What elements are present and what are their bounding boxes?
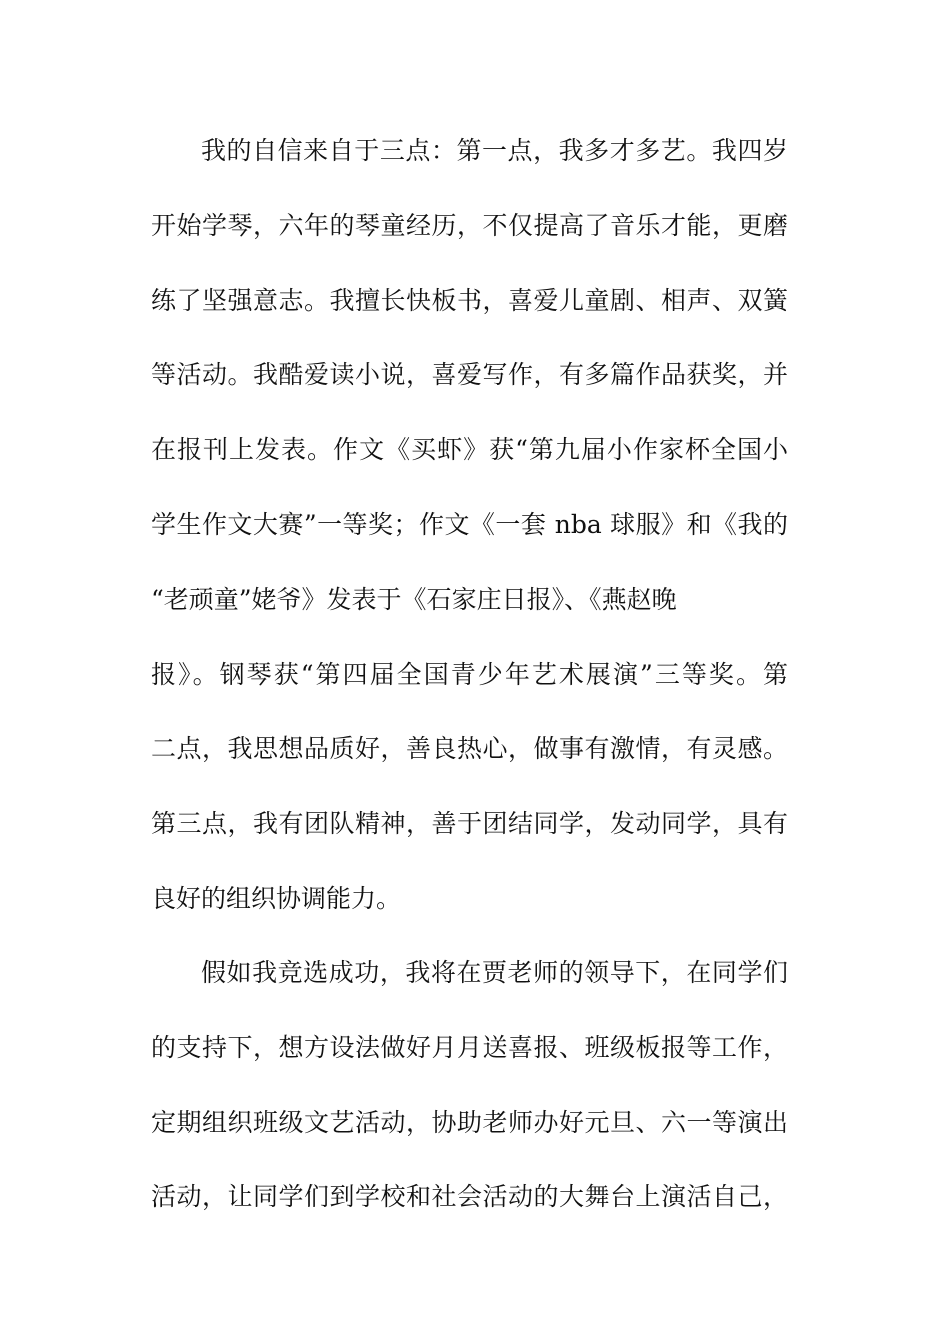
text-line: 学生作文大赛”一等奖；作文《一套 nba 球服》和《我的 [151, 509, 788, 539]
text-line: 二点，我思想品质好，善良热心，做事有激情，有灵感。 [151, 734, 788, 764]
text-line: 良好的组织协调能力。 [151, 883, 402, 913]
text-line: 的支持下，想方设法做好月月送喜报、班级板报等工作， [151, 1032, 788, 1062]
text-line: “老顽童”姥爷》发表于《石家庄日报》、《燕赵晚 [151, 584, 677, 614]
text-line: 活动，让同学们到学校和社会活动的大舞台上演活自己， [151, 1182, 788, 1212]
text-line: 第三点，我有团队精神，善于团结同学，发动同学，具有 [151, 809, 788, 839]
text-line: 定期组织班级文艺活动，协助老师办好元旦、六一等演出 [151, 1107, 788, 1137]
text-line: 在报刊上发表。作文《买虾》获“第九届小作家杯全国小 [151, 435, 788, 465]
paragraph-confidence [151, 136, 811, 959]
text-line: 练了坚强意志。我擅长快板书，喜爱儿童剧、相声、双簧 [151, 285, 788, 315]
text-line: 开始学琴，六年的琴童经历，不仅提高了音乐才能，更磨 [151, 210, 788, 240]
text-line: 报》。钢琴获“第四届全国青少年艺术展演”三等奖。第 [151, 659, 788, 689]
text-line: 我的自信来自于三点：第一点，我多才多艺。我四岁 [201, 136, 788, 165]
text-line: 等活动。我酷爱读小说，喜爱写作，有多篇作品获奖，并 [151, 360, 788, 390]
paragraph-plan [151, 958, 811, 1257]
text-line: 假如我竞选成功，我将在贾老师的领导下，在同学们 [201, 958, 788, 987]
